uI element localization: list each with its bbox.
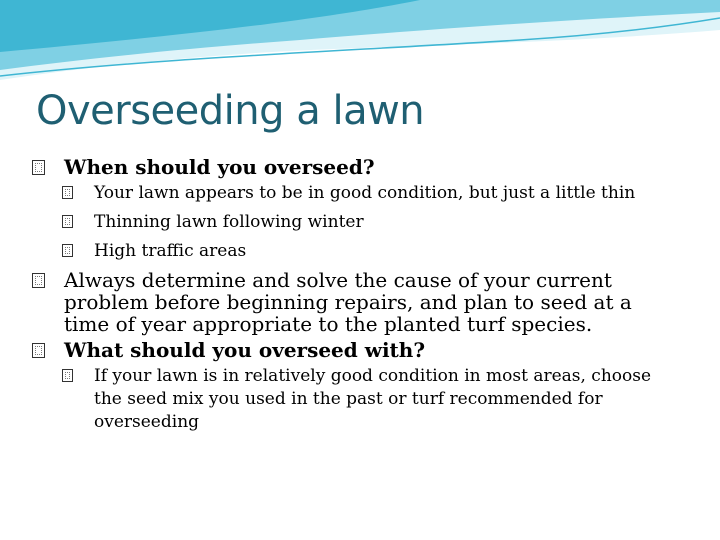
header-wave-decoration — [0, 0, 720, 90]
bullet-text: When should you overseed? — [64, 155, 375, 179]
bullet-icon — [32, 273, 45, 288]
sub-bullet-text: High traffic areas — [94, 241, 247, 261]
sub-bullet-text: Thinning lawn following winter — [94, 212, 364, 232]
bullet-icon — [62, 244, 73, 257]
sub-bullet-seed-mix — [32, 365, 682, 434]
sub-bullet-high-traffic — [32, 240, 682, 262]
bullet-icon — [32, 343, 45, 358]
bullet-icon — [62, 215, 73, 228]
bullet-icon — [32, 160, 45, 175]
bullet-icon — [62, 369, 73, 382]
bullet-when-to-overseed — [32, 156, 682, 178]
bullet-text: Always determine and solve the cause of your current problem before beginning repairs, and plan to seed at a time of year appropriate to the planted turf species. — [64, 268, 632, 336]
sub-bullet-good-condition — [32, 182, 682, 204]
bullet-determine-cause — [32, 269, 682, 335]
sub-bullet-thinning — [32, 211, 682, 233]
sub-bullet-text: Your lawn appears to be in good condition, but just a little thin — [94, 183, 636, 203]
bullet-icon — [62, 186, 73, 199]
bullet-what-to-overseed — [32, 339, 682, 361]
sub-bullet-text: If your lawn is in relatively good condition in most areas, choose the seed mix you used in the past or turf recommended for overseeding — [94, 366, 652, 432]
bullet-text: What should you overseed with? — [64, 338, 426, 362]
slide-title: Overseeding a lawn — [36, 88, 425, 134]
slide-body — [32, 156, 682, 441]
